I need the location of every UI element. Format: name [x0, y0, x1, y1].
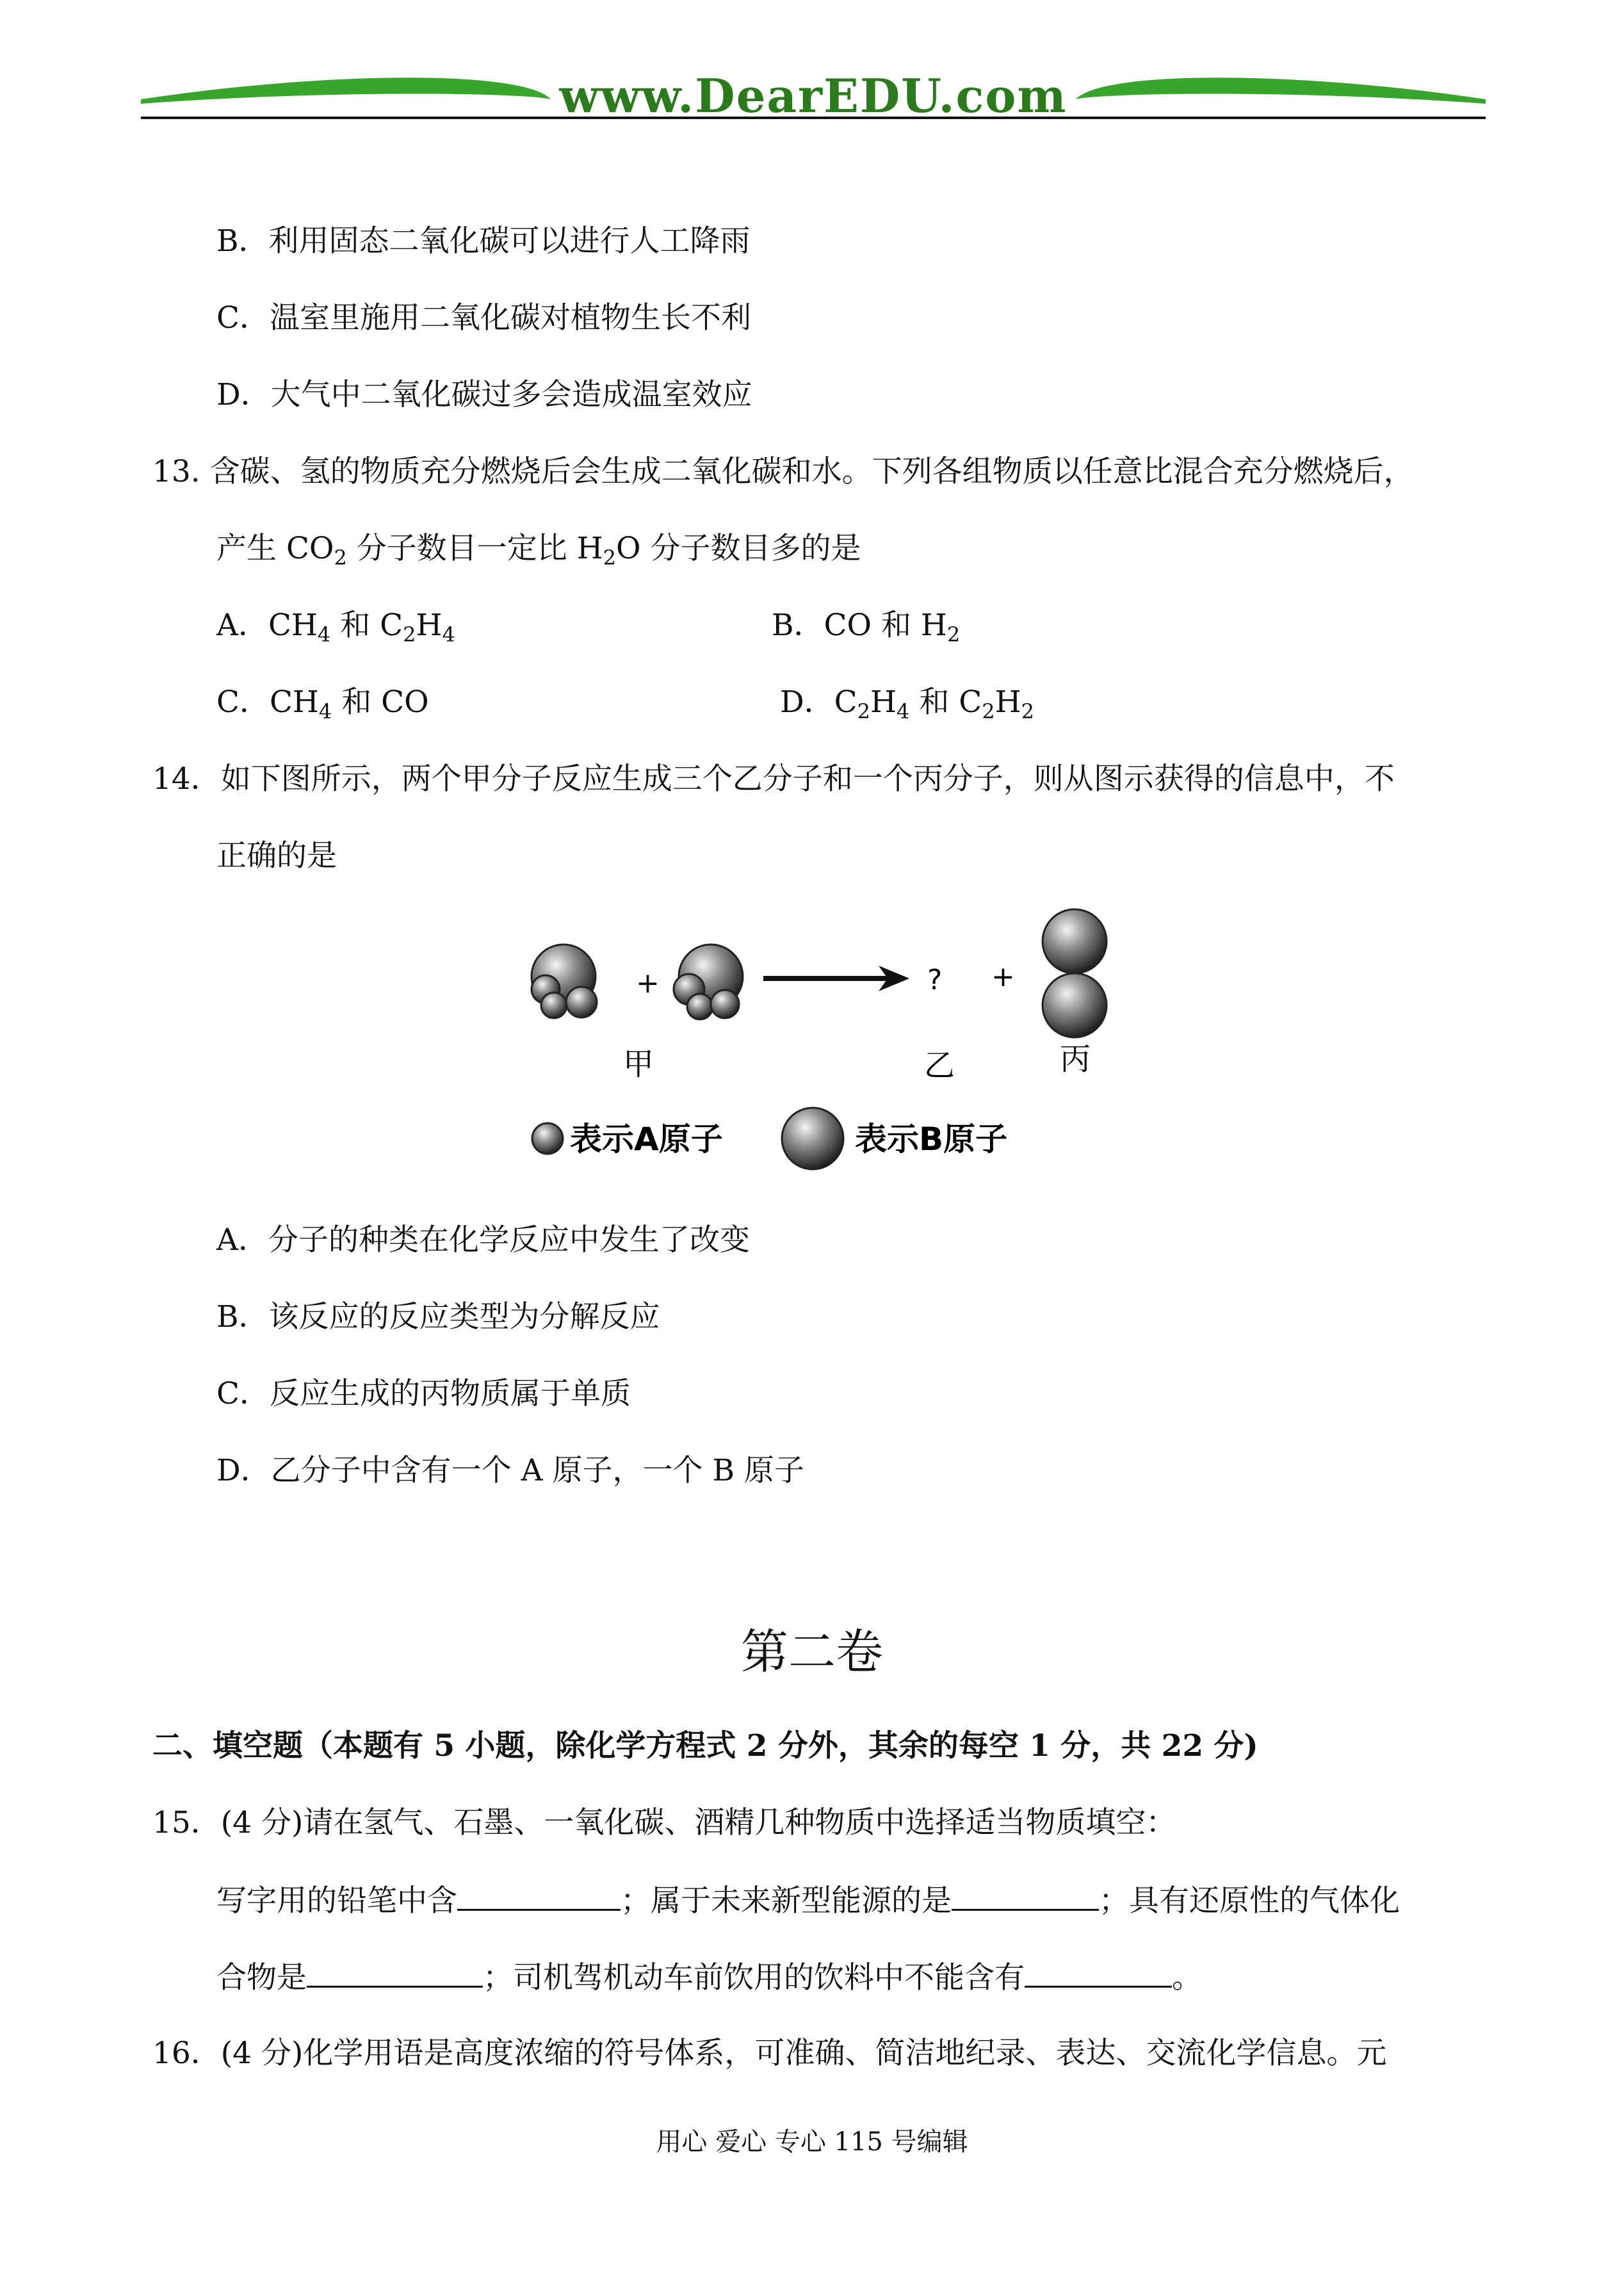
label-bing: 丙 — [1060, 1041, 1091, 1077]
q12-option-d: D．大气中二氧化碳过多会造成温室效应 — [216, 377, 752, 412]
q13-stem-line1: 13. 含碳、氢的物质充分燃烧后会生成二氧化碳和水。下列各组物质以任意比混合充分燃烧后， — [152, 454, 1414, 489]
q13-option-c: C．$CH_4$ 和 CO — [216, 685, 429, 724]
molecule-jia-2 — [674, 945, 743, 1019]
q13-option-a: A．$CH_4$ 和 $C_2H_4$ — [216, 608, 455, 647]
plus-sign-1: + — [636, 967, 660, 1000]
q13-option-d: D．$C_2H_4$ 和 $C_2H_2$ — [780, 685, 1034, 724]
q13-stem-line2: 产生 $CO_2$ 分子数目一定比 $H_2O$ 分子数目多的是 — [216, 531, 861, 570]
q15-line2: 写字用的铅笔中含 ；属于未来新型能源的是 ；具有还原性的气体化 — [216, 1881, 1400, 1920]
legend-b-text: 表示B原子 — [855, 1121, 1008, 1158]
q14-option-d: D．乙分子中含有一个 A 原子，一个 B 原子 — [216, 1453, 804, 1488]
page-footer: 用心 爱心 专心 115 号编辑 — [656, 2127, 968, 2157]
q13-option-b: B．CO 和 $H_2$ — [772, 608, 961, 647]
part2-heading: 二、填空题（本题有 5 小题，除化学方程式 2 分外，其余的每空 1 分，共 22 分) — [152, 1728, 1258, 1764]
header-banner — [141, 64, 1486, 128]
q12-option-c: C．温室里施用二氧化碳对植物生长不利 — [216, 300, 751, 336]
q16-stem: 16．(4 分)化学用语是高度浓缩的符号体系，可准确、简洁地纪录、表达、交流化学信息。元 — [152, 2036, 1387, 2071]
plus-sign-2: + — [991, 961, 1015, 993]
q14-stem-line1: 14．如下图所示，两个甲分子反应生成三个乙分子和一个丙分子，则从图示获得的信息中，不 — [152, 761, 1395, 797]
q14-option-a: A．分子的种类在化学反应中发生了改变 — [216, 1222, 750, 1258]
site-url: www.DearEDU.com — [559, 69, 1068, 123]
q14-stem-line2: 正确的是 — [216, 838, 337, 873]
answer-blank-4[interactable] — [1025, 1958, 1172, 1988]
q15-stem: 15．(4 分)请在氢气、石墨、一氧化碳、酒精几种物质中选择适当物质填空： — [152, 1805, 1176, 1840]
legend-a-text: 表示A原子 — [570, 1121, 723, 1158]
section-title: 第二卷 — [741, 1625, 883, 1680]
molecule-jia-1 — [532, 945, 597, 1018]
q15-line3: 合物是 ；司机驾机动车前饮用的饮料中不能含有 。 — [216, 1958, 1202, 1997]
q14-option-c: C．反应生成的丙物质属于单质 — [216, 1376, 631, 1411]
unknown-product: ? — [927, 964, 943, 996]
answer-blank-2[interactable] — [952, 1881, 1099, 1911]
reaction-arrow — [763, 966, 909, 991]
answer-blank-1[interactable] — [457, 1881, 621, 1911]
reaction-diagram — [499, 903, 1140, 1185]
q12-option-b: B．利用固态二氧化碳可以进行人工降雨 — [216, 223, 751, 259]
molecule-bing — [1043, 909, 1107, 1037]
label-jia: 甲 — [623, 1046, 654, 1082]
legend-atom-b — [782, 1108, 843, 1169]
q14-option-b: B．该反应的反应类型为分解反应 — [216, 1299, 660, 1334]
legend-atom-a — [532, 1123, 563, 1154]
answer-blank-3[interactable] — [307, 1958, 483, 1988]
label-yi: 乙 — [924, 1048, 955, 1083]
